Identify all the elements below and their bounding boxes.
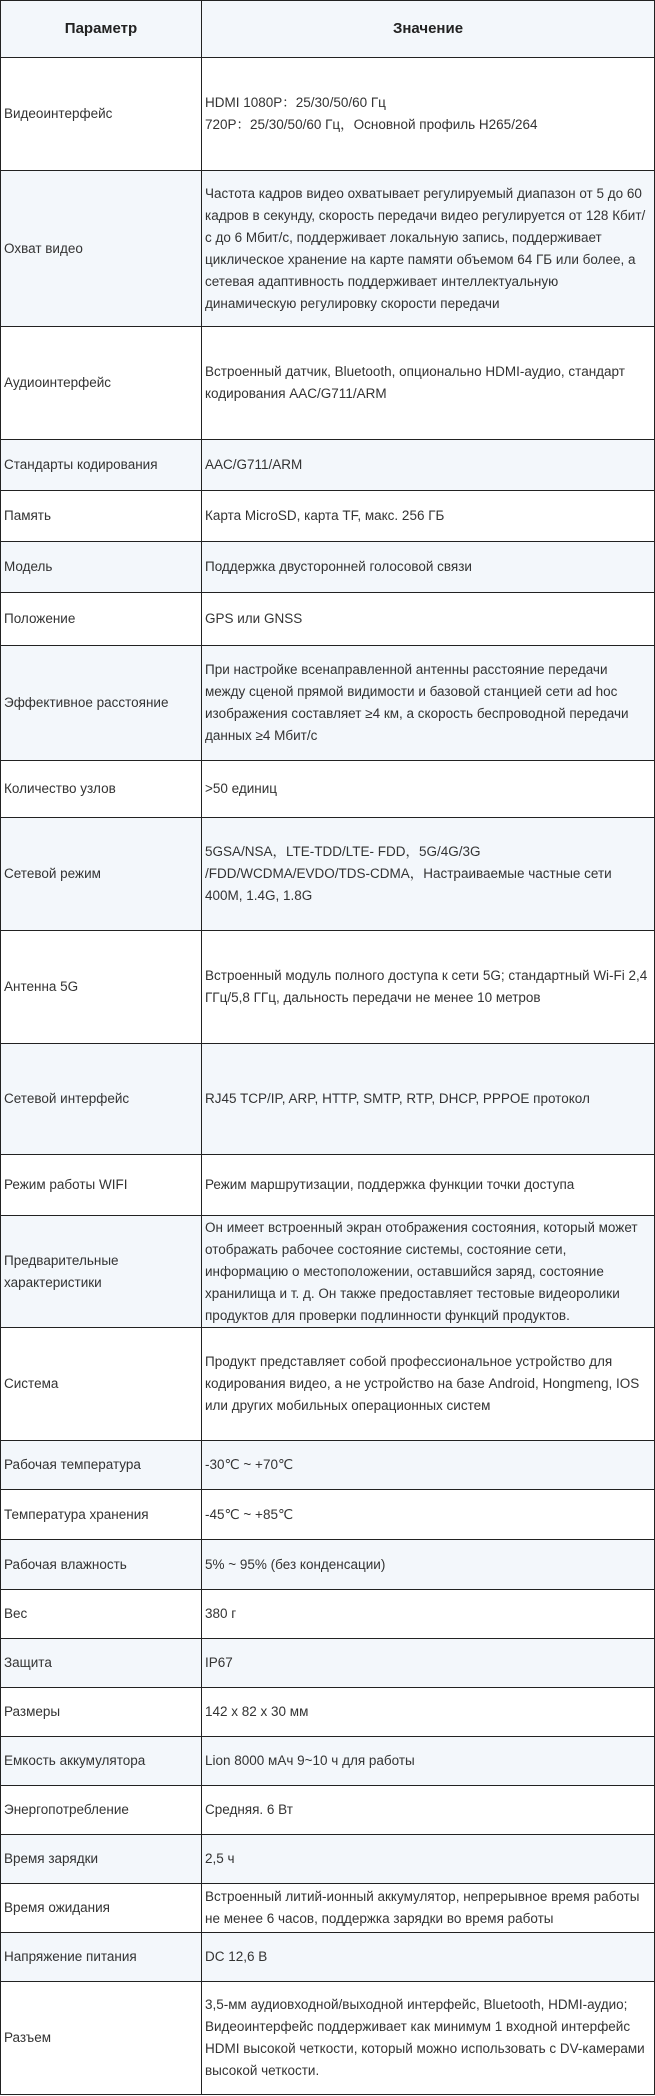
spec-row: [1, 171, 655, 327]
param-cell: Видеоинтерфейс: [1, 58, 202, 171]
value-cell: AAC/G711/ARM: [202, 440, 655, 491]
param-header: Параметр: [1, 1, 202, 58]
value-header: Значение: [202, 1, 655, 58]
spec-row: [1, 58, 655, 171]
param-cell: Положение: [1, 593, 202, 646]
param-cell: Антенна 5G: [1, 931, 202, 1044]
param-cell: Рабочая температура: [1, 1441, 202, 1490]
header-row: [1, 1, 655, 58]
value-cell: 2,5 ч: [202, 1835, 655, 1884]
value-cell: Он имеет встроенный экран отображения состояния, который может отображать рабочее состояние системы, состояние сети, информацию о местоположении, оставшийся заряд, состояние хранилища и т. д. Он также предоставляет тестовые видеоролики продуктов для проверки подлинности функций продуктов.: [202, 1216, 655, 1328]
spec-row: [1, 327, 655, 440]
value-cell: Встроенный модуль полного доступа к сети 5G; стандартный Wi-Fi 2,4 ГГц/5,8 ГГц, дальность передачи не менее 10 метров: [202, 931, 655, 1044]
value-cell: -45℃ ~ +85℃: [202, 1490, 655, 1540]
spec-row: [1, 1441, 655, 1490]
value-cell: HDMI 1080P：25/30/50/60 Гц 720P：25/30/50/60 Гц，Основной профиль H265/264: [202, 58, 655, 171]
spec-body: [1, 58, 655, 2095]
spec-row: [1, 1590, 655, 1639]
value-cell: Средняя. 6 Вт: [202, 1786, 655, 1835]
spec-row: [1, 1490, 655, 1540]
param-cell: Напряжение питания: [1, 1933, 202, 1982]
param-cell: Рабочая влажность: [1, 1540, 202, 1590]
value-cell: 380 г: [202, 1590, 655, 1639]
param-cell: Защита: [1, 1639, 202, 1688]
param-cell: Время зарядки: [1, 1835, 202, 1884]
value-cell: 5GSA/NSA，LTE-TDD/LTE- FDD，5G/4G/3G /FDD/WCDMA/EVDO/TDS-CDMA，Настраиваемые частные сети 400M, 1.4G, 1.8G: [202, 818, 655, 931]
value-cell: При настройке всенаправленной антенны расстояние передачи между сценой прямой видимости и базовой станцией сети ad hoc изображения составляет ≥4 км, а скорость беспроводной передачи данных ≥4 Мбит/с: [202, 646, 655, 761]
spec-row: [1, 1982, 655, 2095]
param-cell: Количество узлов: [1, 761, 202, 818]
value-cell: Поддержка двусторонней голосовой связи: [202, 542, 655, 593]
spec-row: [1, 1155, 655, 1216]
param-cell: Емкость аккумулятора: [1, 1737, 202, 1786]
value-cell: -30℃ ~ +70℃: [202, 1441, 655, 1490]
param-cell: Охват видео: [1, 171, 202, 327]
spec-row: [1, 646, 655, 761]
value-cell: Карта MicroSD, карта TF, макс. 256 ГБ: [202, 491, 655, 542]
param-cell: Система: [1, 1328, 202, 1441]
value-cell: Режим маршрутизации, поддержка функции точки доступа: [202, 1155, 655, 1216]
spec-row: [1, 1639, 655, 1688]
spec-row: [1, 542, 655, 593]
param-cell: Модель: [1, 542, 202, 593]
spec-row: [1, 440, 655, 491]
value-cell: 5% ~ 95% (без конденсации): [202, 1540, 655, 1590]
param-cell: Память: [1, 491, 202, 542]
spec-row: [1, 1688, 655, 1737]
value-cell: 3,5-мм аудиовходной/выходной интерфейс, Bluetooth, HDMI-аудио; Видеоинтерфейс поддерживает как минимум 1 входной интерфейс HDMI высокой четкости, который можно использовать с DV-камерами высокой четкости.: [202, 1982, 655, 2095]
param-cell: Вес: [1, 1590, 202, 1639]
spec-row: [1, 1540, 655, 1590]
value-cell: DC 12,6 В: [202, 1933, 655, 1982]
spec-row: [1, 1216, 655, 1328]
spec-row: [1, 593, 655, 646]
param-cell: Разъем: [1, 1982, 202, 2095]
value-cell: 142 x 82 x 30 мм: [202, 1688, 655, 1737]
value-cell: >50 единиц: [202, 761, 655, 818]
param-cell: Размеры: [1, 1688, 202, 1737]
param-cell: Эффективное расстояние: [1, 646, 202, 761]
param-cell: Время ожидания: [1, 1884, 202, 1933]
spec-row: [1, 761, 655, 818]
value-cell: IP67: [202, 1639, 655, 1688]
param-cell: Режим работы WIFI: [1, 1155, 202, 1216]
spec-row: [1, 931, 655, 1044]
param-cell: Стандарты кодирования: [1, 440, 202, 491]
param-cell: Предварительные характеристики: [1, 1216, 202, 1328]
param-cell: Сетевой режим: [1, 818, 202, 931]
spec-row: [1, 818, 655, 931]
spec-row: [1, 1786, 655, 1835]
value-cell: Встроенный литий-ионный аккумулятор, непрерывное время работы не менее 6 часов, поддержка зарядки во время работы: [202, 1884, 655, 1933]
value-cell: GPS или GNSS: [202, 593, 655, 646]
value-cell: Встроенный датчик, Bluetooth, опционально HDMI-аудио, стандарт кодирования AAC/G711/ARM: [202, 327, 655, 440]
spec-row: [1, 1328, 655, 1441]
param-cell: Энергопотребление: [1, 1786, 202, 1835]
spec-row: [1, 1044, 655, 1155]
value-cell: RJ45 TCP/IP, ARP, HTTP, SMTP, RTP, DHCP, PPPOE протокол: [202, 1044, 655, 1155]
spec-row: [1, 1737, 655, 1786]
param-cell: Температура хранения: [1, 1490, 202, 1540]
value-cell: Продукт представляет собой профессиональное устройство для кодирования видео, а не устройство на базе Android, Hongmeng, IOS или других мобильных операционных систем: [202, 1328, 655, 1441]
spec-row: [1, 491, 655, 542]
spec-row: [1, 1884, 655, 1933]
value-cell: Lion 8000 мАч 9~10 ч для работы: [202, 1737, 655, 1786]
param-cell: Аудиоинтерфейс: [1, 327, 202, 440]
value-cell: Частота кадров видео охватывает регулируемый диапазон от 5 до 60 кадров в секунду, скорость передачи видео регулируется от 128 Кбит/с до 6 Мбит/с, поддерживает локальную запись, поддерживает циклическое хранение на карте памяти объемом 64 ГБ или более, а сетевая адаптивность поддерживает интеллектуальную динамическую регулировку скорости передачи: [202, 171, 655, 327]
spec-row: [1, 1933, 655, 1982]
spec-row: [1, 1835, 655, 1884]
param-cell: Сетевой интерфейс: [1, 1044, 202, 1155]
